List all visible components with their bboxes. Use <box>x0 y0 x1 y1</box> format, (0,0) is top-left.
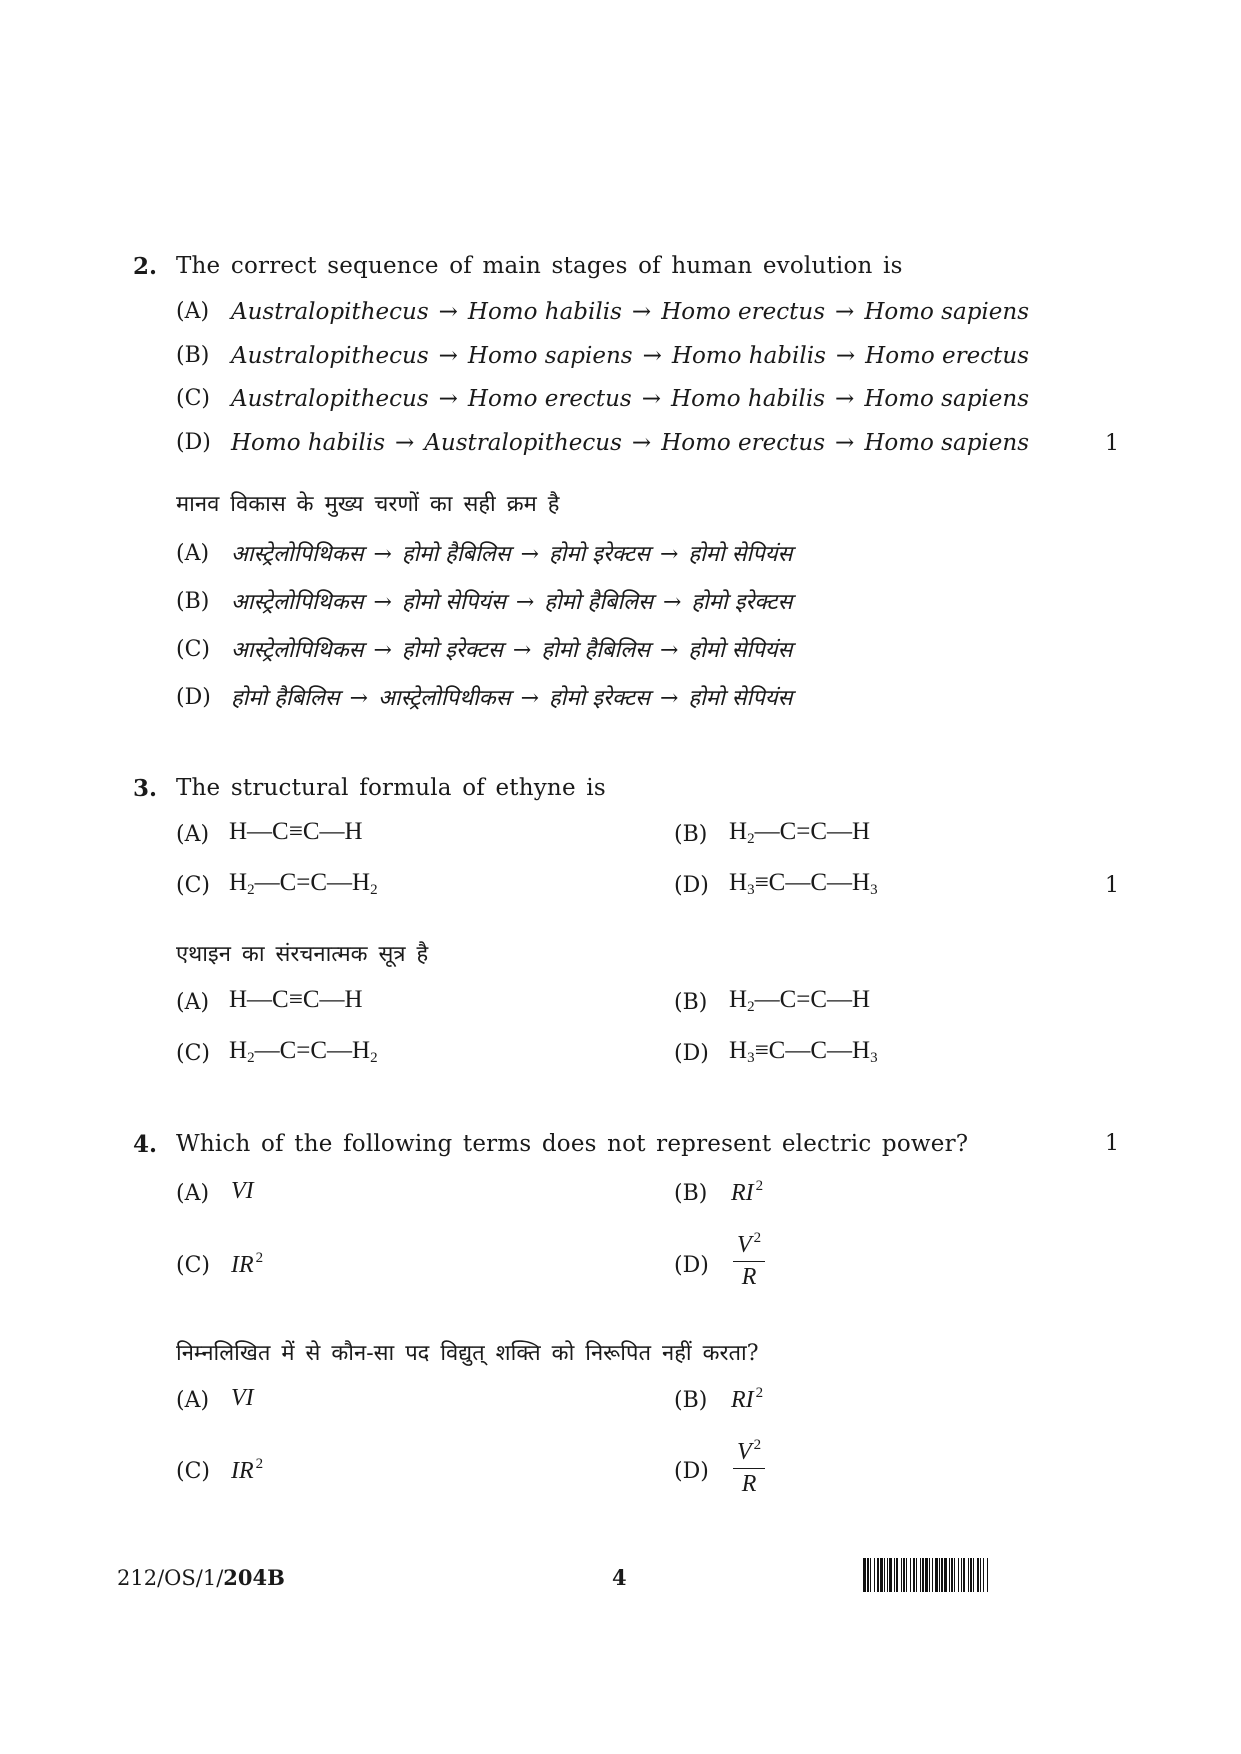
right-arrow-icon: → <box>631 299 652 325</box>
right-arrow-icon: → <box>659 542 679 567</box>
q3-hindi-option-d-label: (D) <box>674 1041 709 1066</box>
q4-hindi-option-a-label: (A) <box>176 1388 210 1413</box>
q3-hindi-option-b-label: (B) <box>674 990 708 1015</box>
q3-question: The structural formula of ethyne is <box>176 775 606 801</box>
right-arrow-icon: → <box>835 342 856 369</box>
q2-option-a-sequence <box>231 299 1029 325</box>
right-arrow-icon: → <box>438 386 458 412</box>
evolution-stage: Homo habilis <box>231 429 385 456</box>
q2-option-a-label: (A) <box>176 299 210 324</box>
evolution-stage: Homo habilis <box>467 299 622 325</box>
right-arrow-icon: → <box>373 542 392 567</box>
evolution-stage: होमो हैबिलिस <box>541 638 650 663</box>
q4-option-c-value: IR $^2$ <box>231 1250 264 1278</box>
right-arrow-icon: → <box>659 638 679 663</box>
evolution-stage: Australopithecus <box>231 342 429 369</box>
right-arrow-icon: → <box>835 299 855 325</box>
evolution-stage: Homo sapiens <box>864 386 1030 412</box>
evolution-stage: होमो सेपियंस <box>688 638 793 663</box>
evolution-stage: Homo erectus <box>865 342 1030 369</box>
q3-option-d-label: (D) <box>674 873 709 898</box>
q4-hindi-option-c-value: IR $^2$ <box>231 1456 264 1484</box>
q4-question: Which of the following terms does not represent electric power? <box>176 1131 969 1157</box>
q2-hindi-option-c-label: (C) <box>176 637 210 662</box>
evolution-stage: होमो हैबिलिस <box>544 590 653 615</box>
q3-option-d-formula: $H_3\equiv C—C—H_3$ <box>729 869 878 898</box>
evolution-stage: होमो इरेक्टस <box>549 542 650 567</box>
q2-hindi-option-d-sequence <box>231 682 792 712</box>
right-arrow-icon: → <box>373 638 392 663</box>
q2-hindi-option-a-sequence <box>231 538 792 568</box>
q4-hindi-option-b-label: (B) <box>674 1388 708 1413</box>
right-arrow-icon: → <box>512 638 532 663</box>
evolution-stage: Australopithecus <box>231 386 429 412</box>
q3-option-c-formula: $H_2—C=C—H_2$ <box>229 869 378 898</box>
q2-option-c-label: (C) <box>176 386 210 411</box>
evolution-stage: होमो सेपियंस <box>688 542 793 567</box>
q3-hindi-option-b-formula: $H_2—C=C—H$ <box>729 986 871 1015</box>
right-arrow-icon: → <box>659 686 679 711</box>
paper-code: 212/OS/1/204B <box>117 1565 285 1590</box>
q3-hindi-option-d-formula: $H_3\equiv C—C—H_3$ <box>729 1037 878 1066</box>
q2-number: 2. <box>133 253 158 280</box>
evolution-stage: होमो इरेक्टस <box>401 638 503 663</box>
evolution-stage: Homo erectus <box>661 299 826 325</box>
evolution-stage: होमो सेपियंस <box>401 590 506 615</box>
right-arrow-icon: → <box>515 590 535 615</box>
q4-marks: 1 <box>1105 1131 1119 1156</box>
right-arrow-icon: → <box>438 342 458 369</box>
q4-option-c-label: (C) <box>176 1253 210 1278</box>
q4-hindi-option-b-value: RI $^2$ <box>731 1385 764 1413</box>
q4-hindi-option-d-fraction: $\frac{V ^2}{R}$ <box>733 1437 765 1498</box>
q2-hindi-option-b-label: (B) <box>176 589 210 614</box>
q3-hindi-option-a-formula: H—C≡C—H <box>229 986 363 1013</box>
right-arrow-icon: → <box>631 429 652 456</box>
right-arrow-icon: → <box>349 686 369 711</box>
right-arrow-icon: → <box>662 590 682 615</box>
q2-marks: 1 <box>1105 431 1119 456</box>
q3-option-c-label: (C) <box>176 873 210 898</box>
q3-option-b-formula: $H_2—C=C—H$ <box>729 818 871 847</box>
q4-hindi-question: निम्नलिखित में से कौन-सा पद विद्युत् शक्ति को निरूपित नहीं करता? <box>176 1341 759 1366</box>
q2-question: The correct sequence of main stages of human evolution is <box>176 253 903 279</box>
q4-hindi-option-a-value: VI <box>231 1385 254 1411</box>
evolution-stage: आस्ट्रेलोपिथिकस <box>231 590 364 615</box>
right-arrow-icon: → <box>438 299 458 325</box>
q2-hindi-option-d-label: (D) <box>176 685 211 710</box>
right-arrow-icon: → <box>641 386 662 412</box>
q3-hindi-option-a-label: (A) <box>176 990 210 1015</box>
right-arrow-icon: → <box>642 342 662 369</box>
q4-option-a-value: VI <box>231 1178 254 1204</box>
q2-hindi-question: मानव विकास के मुख्य चरणों का सही क्रम है <box>176 492 560 517</box>
q2-option-c-sequence <box>231 386 1029 412</box>
page-number: 4 <box>612 1565 627 1590</box>
evolution-stage: Australopithecus <box>424 429 622 456</box>
right-arrow-icon: → <box>373 590 392 615</box>
evolution-stage: Homo habilis <box>671 342 826 369</box>
evolution-stage: Homo sapiens <box>864 299 1030 325</box>
q3-option-a-label: (A) <box>176 822 210 847</box>
evolution-stage: होमो इरेक्टस <box>549 686 650 711</box>
right-arrow-icon: → <box>835 386 855 412</box>
q2-hindi-option-a-label: (A) <box>176 541 210 566</box>
right-arrow-icon: → <box>835 429 855 456</box>
evolution-stage: Homo erectus <box>661 429 826 456</box>
q2-hindi-option-b-sequence <box>231 586 792 616</box>
evolution-stage: Homo sapiens <box>864 429 1030 456</box>
evolution-stage: आस्ट्रेलोपिथीकस <box>378 686 511 711</box>
evolution-stage: Homo erectus <box>467 386 632 412</box>
q3-hindi-question: एथाइन का संरचनात्मक सूत्र है <box>176 942 429 967</box>
q2-option-b-label: (B) <box>176 342 210 368</box>
q3-number: 3. <box>133 775 158 802</box>
q3-hindi-option-c-label: (C) <box>176 1041 210 1066</box>
q4-option-d-fraction: $\frac{V ^2}{R}$ <box>733 1230 765 1291</box>
q4-option-d-label: (D) <box>674 1253 709 1278</box>
q2-option-d-label: (D) <box>176 429 211 455</box>
q3-option-b-label: (B) <box>674 822 708 847</box>
evolution-stage: होमो हैबिलिस <box>401 542 511 567</box>
evolution-stage: Homo habilis <box>671 386 826 412</box>
q2-option-d-sequence <box>231 430 1029 456</box>
q4-number: 4. <box>133 1131 158 1158</box>
q4-option-a-label: (A) <box>176 1181 210 1206</box>
right-arrow-icon: → <box>395 429 415 456</box>
barcode-bar <box>988 1558 989 1592</box>
right-arrow-icon: → <box>520 542 539 567</box>
evolution-stage: Australopithecus <box>231 299 429 325</box>
evolution-stage: आस्ट्रेलोपिथिकस <box>231 542 364 567</box>
evolution-stage: Homo sapiens <box>467 342 633 369</box>
evolution-stage: होमो इरेक्टस <box>691 590 793 615</box>
q3-marks: 1 <box>1105 873 1119 898</box>
q2-hindi-option-c-sequence <box>231 634 792 664</box>
evolution-stage: होमो सेपियंस <box>688 686 793 711</box>
q4-option-b-value: RI $^2$ <box>731 1178 764 1206</box>
q2-option-b-sequence <box>231 343 1029 369</box>
barcode <box>863 1558 989 1592</box>
evolution-stage: आस्ट्रेलोपिथिकस <box>231 638 364 663</box>
q4-option-b-label: (B) <box>674 1181 708 1206</box>
q3-option-a-formula: H—C≡C—H <box>229 818 363 845</box>
evolution-stage: होमो हैबिलिस <box>231 686 340 711</box>
q4-hindi-option-d-label: (D) <box>674 1459 709 1484</box>
right-arrow-icon: → <box>520 686 539 711</box>
q4-hindi-option-c-label: (C) <box>176 1459 210 1484</box>
q3-hindi-option-c-formula: $H_2—C=C—H_2$ <box>229 1037 378 1066</box>
